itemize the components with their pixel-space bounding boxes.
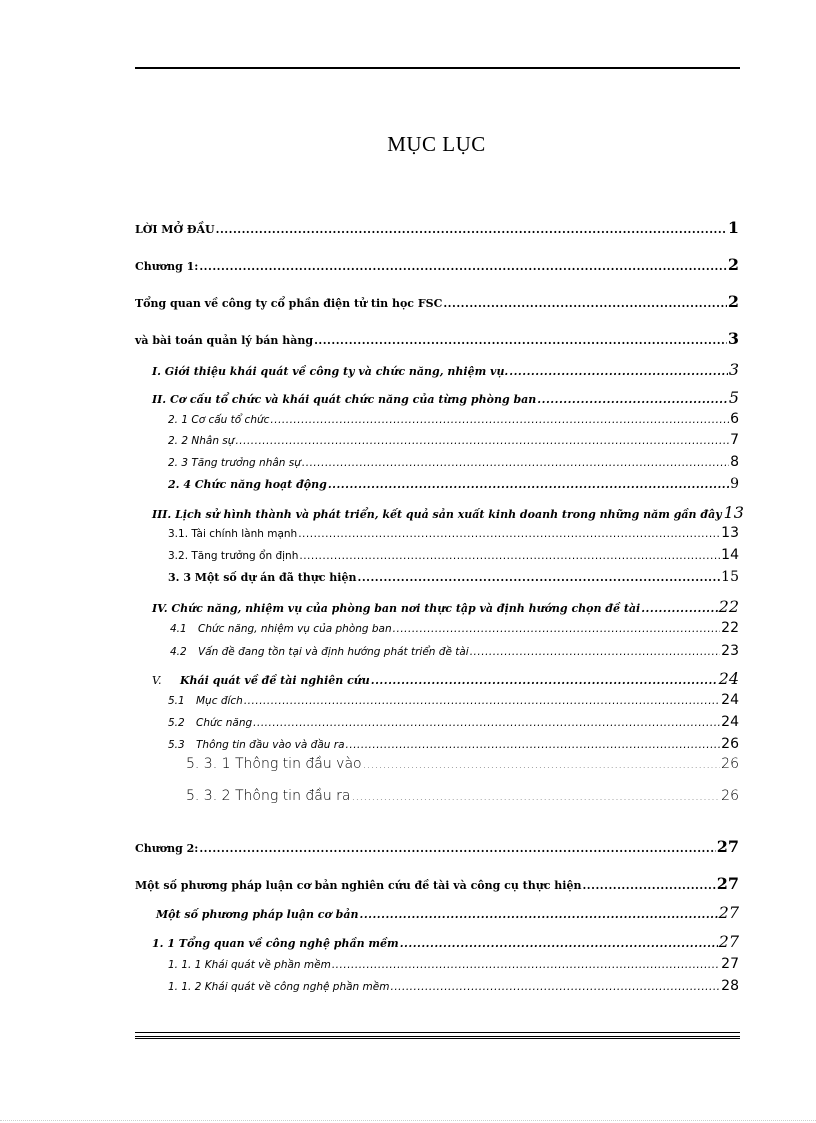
toc-page: 28 <box>721 978 739 994</box>
toc-entry[interactable] <box>168 525 739 541</box>
toc-leader <box>400 937 718 950</box>
toc-page: 27 <box>716 837 739 856</box>
toc-leader <box>302 457 729 469</box>
toc-page: 22 <box>718 597 739 616</box>
toc-label: 5. 3. 1 Thông tin đầu vào <box>186 756 362 772</box>
toc-label: 2. 2 Nhân sự <box>168 435 235 447</box>
toc-page: 24 <box>721 692 739 708</box>
toc-entry[interactable] <box>135 292 739 311</box>
toc-entry[interactable] <box>135 255 739 274</box>
toc-leader <box>537 393 728 406</box>
toc-page: 27 <box>718 903 739 922</box>
toc-entry[interactable] <box>152 503 744 522</box>
toc-label: 1. 1. 2 Khái quát về công nghệ phần mềm <box>168 981 390 993</box>
toc-entry[interactable] <box>168 411 739 427</box>
toc-entry[interactable] <box>135 837 739 856</box>
toc-label: Chương 1: <box>135 260 199 273</box>
toc-leader <box>332 959 720 971</box>
toc-leader <box>582 879 715 892</box>
toc-entry[interactable] <box>135 218 739 237</box>
toc-entry[interactable] <box>168 569 739 585</box>
toc-label: II. Cơ cấu tổ chức và khái quát chức năng của từng phòng ban <box>152 393 537 406</box>
toc-label: 2. 1 Cơ cấu tổ chức <box>168 414 270 426</box>
toc-number: 5.2 <box>168 717 185 729</box>
toc-page: 26 <box>721 736 739 752</box>
toc-label: Tổng quan về công ty cổ phần điện tử tin học FSC <box>135 297 443 310</box>
toc-leader <box>371 674 718 687</box>
toc-leader <box>390 981 720 993</box>
toc-number: V. <box>152 674 162 687</box>
toc-leader <box>270 414 729 426</box>
toc-label: Khái quát về đề tài nghiên cứu <box>180 674 370 687</box>
toc-entry[interactable] <box>168 432 739 448</box>
toc-page: 3 <box>727 329 739 348</box>
toc-page: 24 <box>721 714 739 730</box>
toc-label: LỜI MỞ ĐẦU <box>135 223 215 236</box>
toc-page: 22 <box>721 620 739 636</box>
toc-entry[interactable] <box>152 388 739 407</box>
toc-leader <box>244 695 720 707</box>
toc-leader <box>199 260 727 273</box>
toc-entry[interactable] <box>186 756 739 772</box>
toc-label: Chương 2: <box>135 842 199 855</box>
toc-leader <box>314 334 727 347</box>
toc-entry[interactable] <box>168 978 739 994</box>
toc-leader <box>641 602 717 615</box>
toc-entry[interactable] <box>135 329 739 348</box>
toc-leader <box>359 908 717 921</box>
toc-leader <box>328 478 729 491</box>
toc-page: 26 <box>721 756 739 772</box>
toc-entry[interactable] <box>156 903 739 922</box>
toc-label: Một số phương pháp luận cơ bản <box>156 908 359 921</box>
toc-page: 2 <box>727 255 739 274</box>
toc-entry[interactable] <box>168 476 739 492</box>
toc-number: 4.1 <box>170 623 187 635</box>
toc-label: 1. 1. 1 Khái quát về phần mềm <box>168 959 331 971</box>
toc-page: 8 <box>730 454 739 470</box>
toc-leader <box>357 571 720 584</box>
toc-leader <box>253 717 720 729</box>
toc-page: 27 <box>718 932 739 951</box>
toc-page: 23 <box>721 643 739 659</box>
toc-leader <box>352 790 721 803</box>
toc-leader <box>299 550 720 562</box>
toc-entry[interactable] <box>168 547 739 563</box>
toc-page: 24 <box>718 669 739 688</box>
toc-leader <box>298 528 720 540</box>
toc-entry[interactable] <box>152 597 739 616</box>
toc-page: 5 <box>728 388 739 407</box>
toc-page: 1 <box>727 218 739 237</box>
toc-entry[interactable] <box>152 669 739 688</box>
toc-leader <box>363 758 721 771</box>
toc-entry[interactable] <box>168 692 739 708</box>
toc-entry[interactable] <box>152 360 739 379</box>
toc-page: 7 <box>730 432 739 448</box>
toc-page: 26 <box>721 788 739 804</box>
toc-entry[interactable] <box>168 714 739 730</box>
toc-page: 15 <box>721 569 739 585</box>
toc-label: Vấn đề đang tồn tại và định hướng phát triển đề tài <box>198 646 469 658</box>
toc-number: 5.1 <box>168 695 185 707</box>
toc-entry[interactable] <box>168 956 739 972</box>
toc-page: 13 <box>721 525 739 541</box>
toc-entry[interactable] <box>168 454 739 470</box>
toc-page: 27 <box>721 956 739 972</box>
toc-number: 4.2 <box>170 646 187 658</box>
toc-leader <box>443 297 727 310</box>
toc-label: Chức năng <box>196 717 253 729</box>
toc-label: III. Lịch sử hình thành và phát triển, kết quả sản xuất kinh doanh trong những năm gần đây <box>152 508 722 521</box>
toc-page: 13 <box>723 503 744 522</box>
page-edge-dots <box>0 1120 816 1121</box>
toc-page: 2 <box>727 292 739 311</box>
toc-label: 2. 3 Tăng trưởng nhân sự <box>168 457 301 469</box>
toc-label: Thông tin đầu vào và đầu ra <box>196 739 345 751</box>
toc-label: và bài toán quản lý bán hàng <box>135 334 314 347</box>
toc-entry[interactable] <box>135 874 739 893</box>
toc-label: Mục đích <box>196 695 243 707</box>
toc-label: 3. 3 Một số dự án đã thực hiện <box>168 571 357 584</box>
toc-label: 2. 4 Chức năng hoạt động <box>168 478 327 491</box>
toc-page: 14 <box>721 547 739 563</box>
toc-entry[interactable] <box>170 620 739 636</box>
toc-label: 3.2. Tăng trưởng ổn định <box>168 550 299 562</box>
toc-leader <box>199 842 715 855</box>
toc-leader <box>393 623 721 635</box>
footer-rule <box>135 1032 740 1037</box>
footer-rule-thin <box>135 1038 740 1039</box>
toc-entry[interactable] <box>170 643 739 659</box>
toc-leader <box>216 223 727 236</box>
toc-entry[interactable] <box>186 788 739 804</box>
toc-label: Một số phương pháp luận cơ bản nghiên cứu đề tài và công cụ thực hiện <box>135 879 582 892</box>
toc-number: 5.3 <box>168 739 185 751</box>
toc-label: 1. 1 Tổng quan về công nghệ phần mềm <box>152 937 399 950</box>
toc-leader <box>509 365 728 378</box>
toc-entry[interactable] <box>152 932 739 951</box>
toc-leader <box>235 435 729 447</box>
toc-label: I. Giới thiệu khái quát về công ty và chức năng, nhiệm vụ. <box>152 365 509 378</box>
page-title: MỤC LỤC <box>387 132 486 156</box>
toc-leader <box>470 646 720 658</box>
toc-page: 6 <box>730 411 739 427</box>
toc-leader <box>346 739 721 751</box>
toc-page: 9 <box>730 476 739 492</box>
toc-label: IV. Chức năng, nhiệm vụ của phòng ban nơi thực tập và định hướng chọn đề tài <box>152 602 641 615</box>
toc-label: 5. 3. 2 Thông tin đầu ra <box>186 788 351 804</box>
toc-label: Chức năng, nhiệm vụ của phòng ban <box>198 623 392 635</box>
toc-page: 27 <box>716 874 739 893</box>
toc-label: 3.1. Tài chính lành mạnh <box>168 528 298 540</box>
toc-page: 3 <box>728 360 739 379</box>
toc-entry[interactable] <box>168 736 739 752</box>
